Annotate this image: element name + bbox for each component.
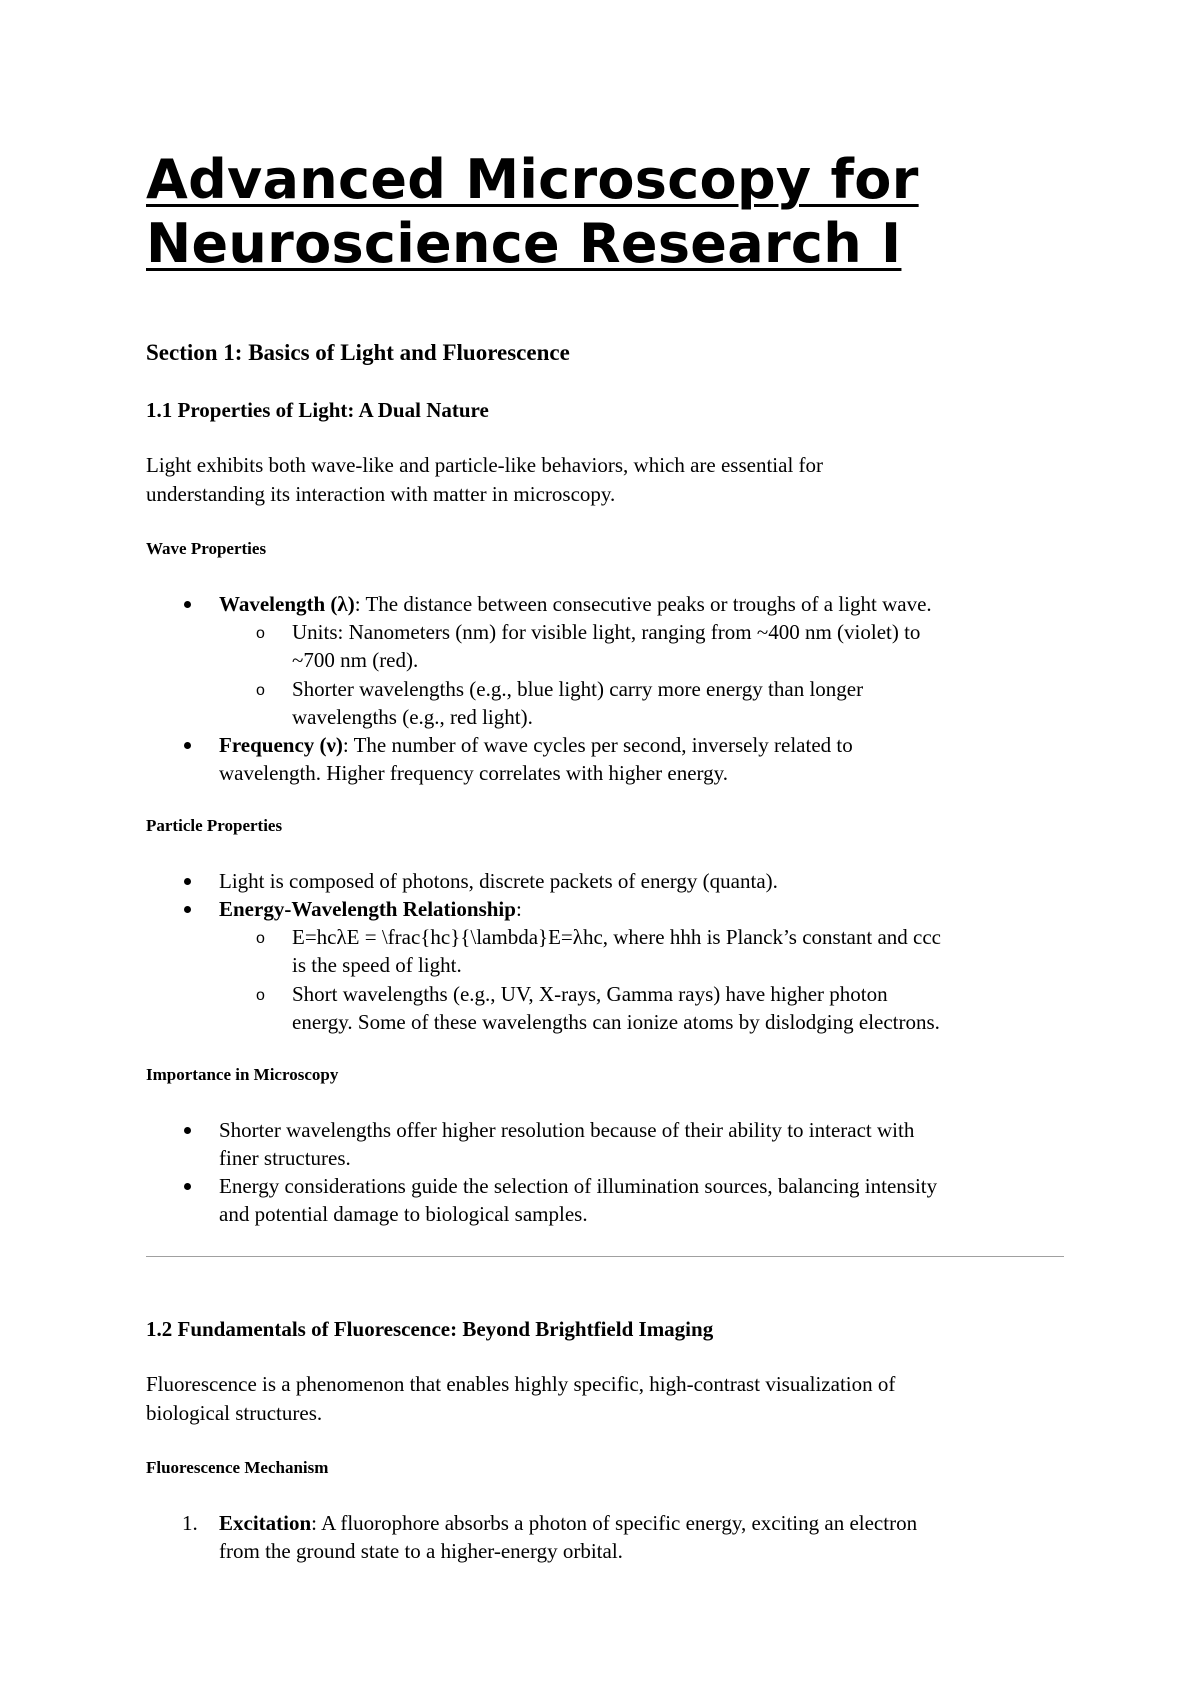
subsection-1-1-heading: 1.1 Properties of Light: A Dual Nature <box>146 398 489 422</box>
term-energy-wavelength: Energy-Wavelength Relationship <box>219 897 516 921</box>
list-number: 1. <box>182 1511 198 1535</box>
sub-bullet-icon: o <box>256 987 265 1004</box>
subsection-1-2-heading: 1.2 Fundamentals of Fluorescence: Beyond Brightfield Imaging <box>146 1317 714 1341</box>
document-title <box>146 148 919 276</box>
sub-bullet-icon: o <box>256 682 265 699</box>
title-line-1: Advanced Microscopy for <box>146 148 919 211</box>
sub-bullet-icon: o <box>256 625 265 642</box>
subsection-1-2-intro: Fluorescence is a phenomenon that enables highly specific, high-contrast visualization of biological structures. <box>146 1372 896 1425</box>
horizontal-rule <box>146 1256 1064 1257</box>
term-frequency: Frequency (ν) <box>219 733 343 757</box>
term-wavelength: Wavelength (λ) <box>219 592 355 616</box>
fluorescence-mechanism-heading: Fluorescence Mechanism <box>146 1458 329 1477</box>
title-line-2: Neuroscience Research I <box>146 212 902 275</box>
importance-heading: Importance in Microscopy <box>146 1065 339 1084</box>
particle-properties-heading: Particle Properties <box>146 816 283 835</box>
sub-bullet-icon: o <box>256 930 265 947</box>
subsection-1-1-intro: Light exhibits both wave-like and particle-like behaviors, which are essential for understanding its interaction with matter in microscopy. <box>146 453 824 506</box>
term-excitation: Excitation <box>219 1511 312 1535</box>
wave-properties-heading: Wave Properties <box>146 539 267 558</box>
section-1-heading: Section 1: Basics of Light and Fluorescence <box>146 340 570 365</box>
